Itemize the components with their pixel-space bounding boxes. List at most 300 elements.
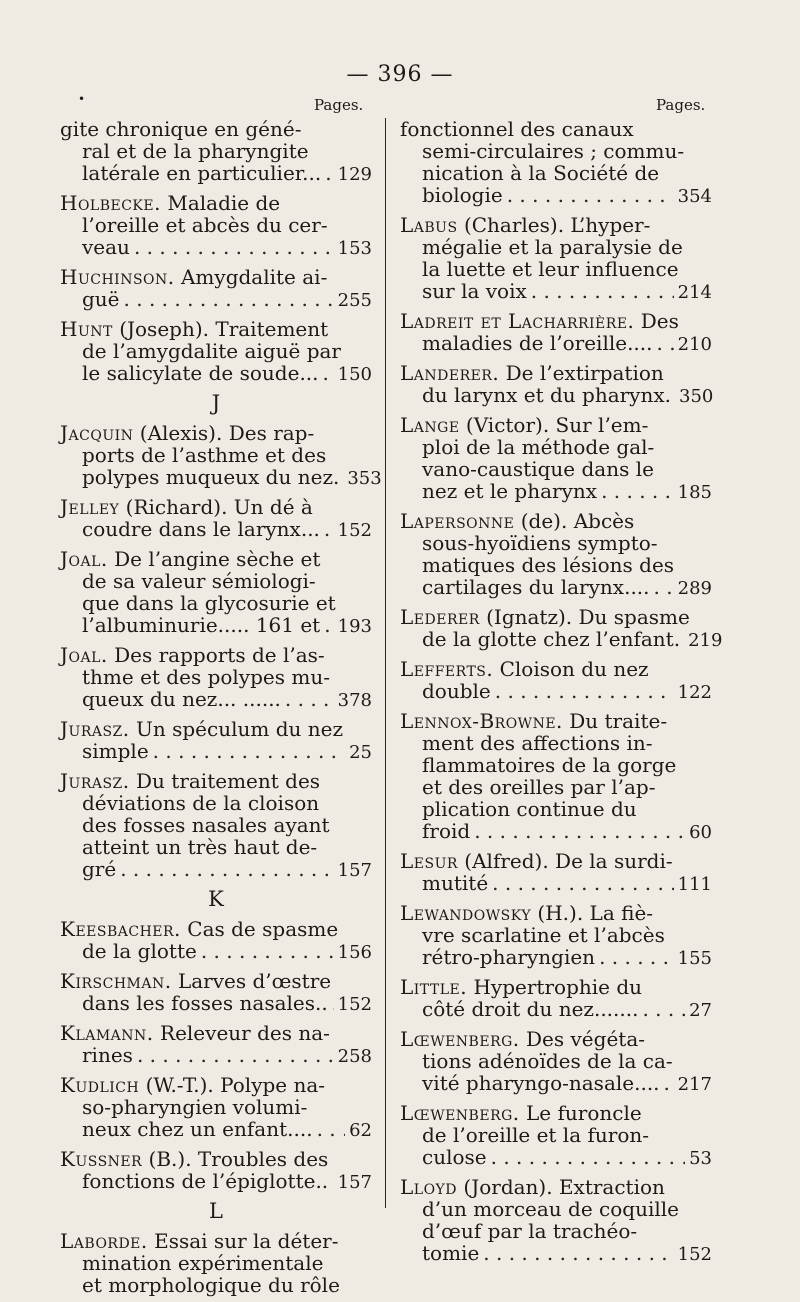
entry-line <box>60 858 372 882</box>
entry-line <box>400 510 712 532</box>
index-entry <box>400 605 723 652</box>
index-entry <box>400 1028 712 1096</box>
index-entry <box>400 976 712 1022</box>
entry-author: Kussner <box>60 1147 143 1171</box>
index-entry <box>400 850 712 896</box>
index-entry <box>400 214 712 304</box>
entry-line <box>400 1146 712 1170</box>
entry-line <box>60 422 372 444</box>
entry-text: Amygdalite ai- <box>180 265 328 289</box>
entry-line <box>400 946 712 970</box>
entry-author: Little. <box>400 975 468 999</box>
entry-line <box>60 614 372 638</box>
entry-text: (B.). Troubles des <box>148 1147 329 1171</box>
page-reference: 111 <box>677 874 712 895</box>
entry-author: Jelley <box>60 495 120 519</box>
dot-leader <box>601 480 674 502</box>
dot-leader <box>153 740 345 762</box>
page-reference: 60 <box>689 822 712 843</box>
entry-text: dans les fosses nasales.. <box>82 991 328 1015</box>
page-reference: 25 <box>349 742 372 763</box>
entry-line <box>400 998 712 1022</box>
entry-author: Laborde. <box>60 1229 148 1253</box>
entry-line <box>60 1096 372 1118</box>
entry-line <box>400 627 723 652</box>
page-reference: 53 <box>689 1148 712 1169</box>
entry-line <box>60 465 382 490</box>
index-entry <box>60 770 372 882</box>
index-entry <box>60 548 372 638</box>
entry-line <box>60 792 372 814</box>
entry-line <box>400 162 712 184</box>
dot-leader <box>642 998 685 1020</box>
entry-line <box>400 214 712 236</box>
entry-author: Lange <box>400 413 460 437</box>
entry-text: froid <box>422 819 471 843</box>
entry-line <box>400 680 712 704</box>
page-reference: 150 <box>337 364 372 385</box>
entry-author: Lesur <box>400 849 458 873</box>
entry-text: culose <box>422 1145 487 1169</box>
index-entry <box>400 1176 712 1266</box>
bullet-mark: • <box>78 92 86 106</box>
entry-text: tomie <box>422 1241 480 1265</box>
index-entry <box>60 718 372 764</box>
entry-line <box>60 814 372 836</box>
entry-line <box>60 340 372 362</box>
entry-line <box>60 644 372 666</box>
entry-text: de la glotte <box>82 939 197 963</box>
pages-label-left: Pages. <box>314 96 364 114</box>
page-reference: 258 <box>337 1046 372 1067</box>
entry-text: Larves d’œstre <box>177 969 332 993</box>
dot-leader <box>664 1072 674 1094</box>
entry-line <box>60 666 372 688</box>
dot-leader <box>120 858 333 880</box>
entry-line <box>400 384 712 408</box>
entry-text: (Alexis). Des rap- <box>139 421 315 445</box>
index-entry <box>60 118 372 186</box>
entry-line <box>60 688 372 712</box>
entry-line <box>400 798 712 820</box>
entry-text: atteint un très haut de- <box>82 835 318 859</box>
entry-text: ploi de la méthode gal- <box>422 435 655 459</box>
page-reference: 157 <box>337 860 372 881</box>
entry-text: ment des affections in- <box>422 731 653 755</box>
entry-line <box>60 1074 372 1096</box>
entry-author: Lloyd <box>400 1175 458 1199</box>
index-entry <box>60 1074 372 1142</box>
entry-line <box>60 940 372 964</box>
entry-line <box>400 280 712 304</box>
entry-author: Lederer <box>400 605 480 629</box>
entry-line <box>400 658 712 680</box>
entry-line <box>400 1176 712 1198</box>
page-reference: 152 <box>337 520 372 541</box>
entry-text: flammatoires de la gorge <box>422 753 677 777</box>
entry-author: Lennox-Browne. <box>400 709 563 733</box>
section-letter: L <box>209 1199 223 1223</box>
entry-line <box>60 1022 372 1044</box>
index-entry <box>60 496 372 542</box>
entry-text: double <box>422 679 491 703</box>
entry-text: matiques des lésions des <box>422 553 675 577</box>
entry-line <box>60 970 372 992</box>
entry-line <box>60 718 372 740</box>
entry-text: de sa valeur sémiologi- <box>82 569 316 593</box>
entry-text: (Joseph). Traitement <box>119 317 329 341</box>
entry-text: fonctions de l’épiglotte.. <box>82 1169 329 1193</box>
entry-text: et morphologique du rôle <box>82 1273 340 1297</box>
page-reference: 153 <box>337 238 372 259</box>
entry-text: Des végéta- <box>526 1027 645 1051</box>
entry-text: Cloison du nez <box>499 657 649 681</box>
page-reference: 122 <box>677 682 712 703</box>
entry-author: Lewandowsky <box>400 901 532 925</box>
index-entry <box>400 362 712 408</box>
entry-line <box>60 362 372 386</box>
entry-text: Un spéculum du nez <box>136 717 343 741</box>
dot-leader <box>654 576 674 598</box>
entry-text: déviations de la cloison <box>82 791 320 815</box>
entry-text: Cas de spasme <box>187 917 339 941</box>
entry-line <box>60 740 372 764</box>
entry-line <box>400 1242 712 1266</box>
entry-line <box>60 918 372 940</box>
entry-text: mutité <box>422 871 489 895</box>
entry-line <box>60 192 372 214</box>
page-reference: 219 <box>688 630 723 651</box>
page-reference: 354 <box>677 186 712 207</box>
entry-text: semi-circulaires ; commu- <box>422 139 685 163</box>
dot-leader <box>325 162 333 184</box>
entry-text: (H.). La fiè- <box>537 901 654 925</box>
entry-text: de la glotte chez l’enfant. <box>422 627 681 651</box>
page-reference: 156 <box>337 942 372 963</box>
entry-line <box>400 362 712 384</box>
entry-line <box>400 1050 712 1072</box>
entry-text: ports de l’asthme et des <box>82 443 327 467</box>
entry-text: nication à la Société de <box>422 161 660 185</box>
index-entry <box>400 902 712 970</box>
entry-line <box>60 266 372 288</box>
entry-text: veau <box>82 235 130 259</box>
entry-author: Lœwenberg. <box>400 1027 520 1051</box>
entry-line <box>400 1028 712 1050</box>
page-reference: 210 <box>677 334 712 355</box>
section-letter: K <box>208 887 224 911</box>
page-reference: 152 <box>337 994 372 1015</box>
entry-line <box>60 592 372 614</box>
entry-line <box>60 1230 372 1252</box>
column-divider <box>385 118 386 1208</box>
entry-line <box>60 118 372 140</box>
entry-line <box>60 570 372 592</box>
entry-text: sous-hyoïdiens sympto- <box>422 531 658 555</box>
entry-text: vité pharyngo-nasale.... <box>422 1071 660 1095</box>
entry-text: latérale en particulier... <box>82 161 322 185</box>
index-entry <box>60 970 372 1016</box>
entry-line <box>400 976 712 998</box>
entry-text: nez et le pharynx <box>422 479 598 503</box>
entry-author: Ladreit et Lacharrière. <box>400 309 635 333</box>
dot-leader <box>201 940 334 962</box>
index-entry <box>60 1022 372 1068</box>
entry-line <box>60 1044 372 1068</box>
entry-author: Klamann. <box>60 1021 154 1045</box>
entry-text: (de). Abcès <box>520 509 635 533</box>
index-entry <box>400 310 712 356</box>
page-reference: 217 <box>677 1074 712 1095</box>
entry-line <box>400 458 712 480</box>
entry-line <box>60 1252 372 1274</box>
page-reference: 350 <box>679 386 714 407</box>
page-reference: 214 <box>677 282 712 303</box>
index-entry <box>60 1148 372 1194</box>
dot-leader <box>324 518 334 540</box>
entry-line <box>400 332 712 356</box>
entry-line <box>60 1118 372 1142</box>
entry-text: de l’amygdalite aiguë par <box>82 339 341 363</box>
entry-text: Du traite- <box>569 709 668 733</box>
entry-line <box>400 258 712 280</box>
dot-leader <box>599 946 674 968</box>
entry-text: la luette et leur influence <box>422 257 679 281</box>
entry-text: mégalie et la paralysie de <box>422 235 683 259</box>
dot-leader <box>507 184 674 206</box>
entry-author: Holbecke. <box>60 191 161 215</box>
entry-text: gré <box>82 857 117 881</box>
dot-leader <box>285 688 334 710</box>
index-entry <box>60 644 372 712</box>
entry-line <box>400 480 712 504</box>
entry-text: d’œuf par la trachéo- <box>422 1219 638 1243</box>
entry-author: Joal. <box>60 643 108 667</box>
entry-text: gite chronique en géné- <box>60 117 302 141</box>
entry-text: du larynx et du pharynx. <box>422 383 671 407</box>
entry-text: Maladie de <box>167 191 281 215</box>
entry-author: Hunt <box>60 317 113 341</box>
entry-line <box>60 288 372 312</box>
entry-text: guë <box>82 287 120 311</box>
entry-text: tions adénoïdes de la ca- <box>422 1049 673 1073</box>
entry-text: le salicylate de soude... <box>82 361 319 385</box>
entry-line <box>400 924 712 946</box>
dot-leader <box>317 1118 346 1140</box>
page-reference: 193 <box>337 616 372 637</box>
index-entry <box>60 421 382 490</box>
entry-text: thme et des polypes mu- <box>82 665 330 689</box>
index-entry <box>60 318 372 386</box>
entry-text: (Charles). L’hyper- <box>463 213 651 237</box>
entry-author: Lœwenberg. <box>400 1101 520 1125</box>
entry-author: Landerer. <box>400 361 500 385</box>
entry-author: Lapersonne <box>400 509 515 533</box>
dot-leader <box>332 1170 333 1192</box>
entry-line <box>60 518 372 542</box>
entry-line <box>60 770 372 792</box>
entry-author: Keesbacher. <box>60 917 181 941</box>
page-reference: 289 <box>677 578 712 599</box>
index-entry <box>60 918 372 964</box>
page-reference: 152 <box>677 1244 712 1265</box>
entry-text: De l’extirpation <box>505 361 664 385</box>
index-column-right <box>400 117 723 1272</box>
entry-line <box>400 118 712 140</box>
entry-text: polypes muqueux du nez. <box>82 465 340 489</box>
entry-text: d’un morceau de coquille <box>422 1197 679 1221</box>
entry-line <box>400 1198 712 1220</box>
entry-author: Jurasz. <box>60 769 130 793</box>
pages-label-right: Pages. <box>656 96 706 114</box>
index-entry <box>60 1230 372 1296</box>
entry-text: maladies de l’oreille.... <box>422 331 653 355</box>
entry-text: neux chez un enfant.... <box>82 1117 313 1141</box>
index-entry <box>400 658 712 704</box>
section-letter: J <box>211 391 221 415</box>
dot-leader <box>492 872 673 894</box>
index-entry <box>400 414 712 504</box>
entry-text: biologie <box>422 183 503 207</box>
entry-text: fonctionnel des canaux <box>400 117 634 141</box>
entry-text: de l’oreille et la furon- <box>422 1123 650 1147</box>
entry-line <box>400 576 712 600</box>
entry-text: que dans la glycosurie et <box>82 591 336 615</box>
dot-leader <box>134 236 334 258</box>
entry-author: Kirschman. <box>60 969 172 993</box>
entry-text: (Ignatz). Du spasme <box>486 605 690 629</box>
index-entry <box>60 266 372 312</box>
entry-author: Jacquin <box>60 421 134 445</box>
entry-line <box>60 1170 372 1194</box>
entry-line <box>400 776 712 798</box>
entry-text: Du traitement des <box>136 769 321 793</box>
dot-leader <box>323 362 334 384</box>
index-entry <box>400 510 712 600</box>
dot-leader <box>657 332 674 354</box>
entry-text: Le furoncle <box>526 1101 642 1125</box>
entry-line <box>400 310 712 332</box>
entry-line <box>400 754 712 776</box>
entry-text: des fosses nasales ayant <box>82 813 330 837</box>
entry-text: ral et de la pharyngite <box>82 139 309 163</box>
index-entry <box>400 1102 712 1170</box>
entry-line <box>400 436 712 458</box>
dot-leader <box>474 820 685 842</box>
page-reference: 157 <box>337 1172 372 1193</box>
page-number: — 396 — <box>346 62 454 87</box>
entry-text: so-pharyngien volumi- <box>82 1095 308 1119</box>
entry-text: plication continue du <box>422 797 637 821</box>
entry-line <box>400 710 712 732</box>
entry-line <box>400 1220 712 1242</box>
entry-line <box>60 992 372 1016</box>
entry-text: mination expérimentale <box>82 1251 324 1275</box>
entry-text: sur la voix <box>422 279 527 303</box>
entry-text: Essai sur la déter- <box>154 1229 339 1253</box>
entry-text: Releveur des na- <box>160 1021 330 1045</box>
index-column-left <box>60 117 382 1302</box>
entry-text: (W.-T.). Polype na- <box>145 1073 326 1097</box>
entry-text: coudre dans le larynx... <box>82 517 320 541</box>
entry-line <box>400 532 712 554</box>
entry-line <box>60 1274 372 1296</box>
page-reference: 62 <box>349 1120 372 1141</box>
entry-text: Des <box>640 309 679 333</box>
entry-line <box>400 850 712 872</box>
entry-text: (Richard). Un dé à <box>125 495 313 519</box>
entry-text: Des rapports de l’as- <box>114 643 325 667</box>
entry-author: Joal. <box>60 547 108 571</box>
entry-text: (Jordan). Extraction <box>463 1175 665 1199</box>
entry-author: Kudlich <box>60 1073 140 1097</box>
dot-leader <box>495 680 674 702</box>
entry-line <box>400 606 712 628</box>
entry-text: côté droit du nez....... <box>422 997 639 1021</box>
entry-line <box>60 318 372 340</box>
dot-leader <box>483 1242 673 1264</box>
entry-line <box>400 820 712 844</box>
entry-text: l’oreille et abcès du cer- <box>82 213 328 237</box>
entry-text: Hypertrophie du <box>473 975 643 999</box>
index-entry <box>60 192 372 260</box>
dot-leader <box>124 288 334 310</box>
entry-text: simple <box>82 739 149 763</box>
dot-leader <box>137 1044 334 1066</box>
entry-line <box>60 548 372 570</box>
index-entry <box>400 710 712 844</box>
entry-line <box>400 1072 712 1096</box>
entry-line <box>400 732 712 754</box>
page-reference: 129 <box>337 164 372 185</box>
page-reference: 255 <box>337 290 372 311</box>
entry-text: queux du nez... ...... <box>82 687 281 711</box>
entry-text: rétro-pharyngien <box>422 945 596 969</box>
entry-line <box>400 140 712 162</box>
page-reference: 27 <box>689 1000 712 1021</box>
entry-author: Labus <box>400 213 458 237</box>
index-entry <box>400 118 712 208</box>
dot-leader <box>531 280 674 302</box>
entry-author: Lefferts. <box>400 657 494 681</box>
dot-leader <box>491 1146 685 1168</box>
entry-text: l’albuminurie..... 161 et <box>82 613 321 637</box>
entry-line <box>400 184 712 208</box>
entry-text: vre scarlatine et l’abcès <box>422 923 665 947</box>
entry-author: Huchinson. <box>60 265 175 289</box>
entry-text: cartilages du larynx.... <box>422 575 650 599</box>
entry-text: vano-caustique dans le <box>422 457 654 481</box>
entry-line <box>60 836 372 858</box>
entry-line <box>400 1124 712 1146</box>
entry-line <box>60 1148 372 1170</box>
dot-leader <box>324 614 333 636</box>
entry-author: Jurasz. <box>60 717 130 741</box>
entry-line <box>60 444 372 466</box>
entry-text: De l’angine sèche et <box>114 547 321 571</box>
entry-line <box>400 554 712 576</box>
entry-line <box>400 236 712 258</box>
entry-line <box>400 414 712 436</box>
entry-line <box>60 162 372 186</box>
page-reference: 155 <box>677 948 712 969</box>
page-reference: 185 <box>677 482 712 503</box>
entry-line <box>60 496 372 518</box>
entry-line <box>400 1102 712 1124</box>
entry-line <box>60 214 372 236</box>
page-reference: 353 <box>347 468 382 489</box>
entry-line <box>60 140 372 162</box>
